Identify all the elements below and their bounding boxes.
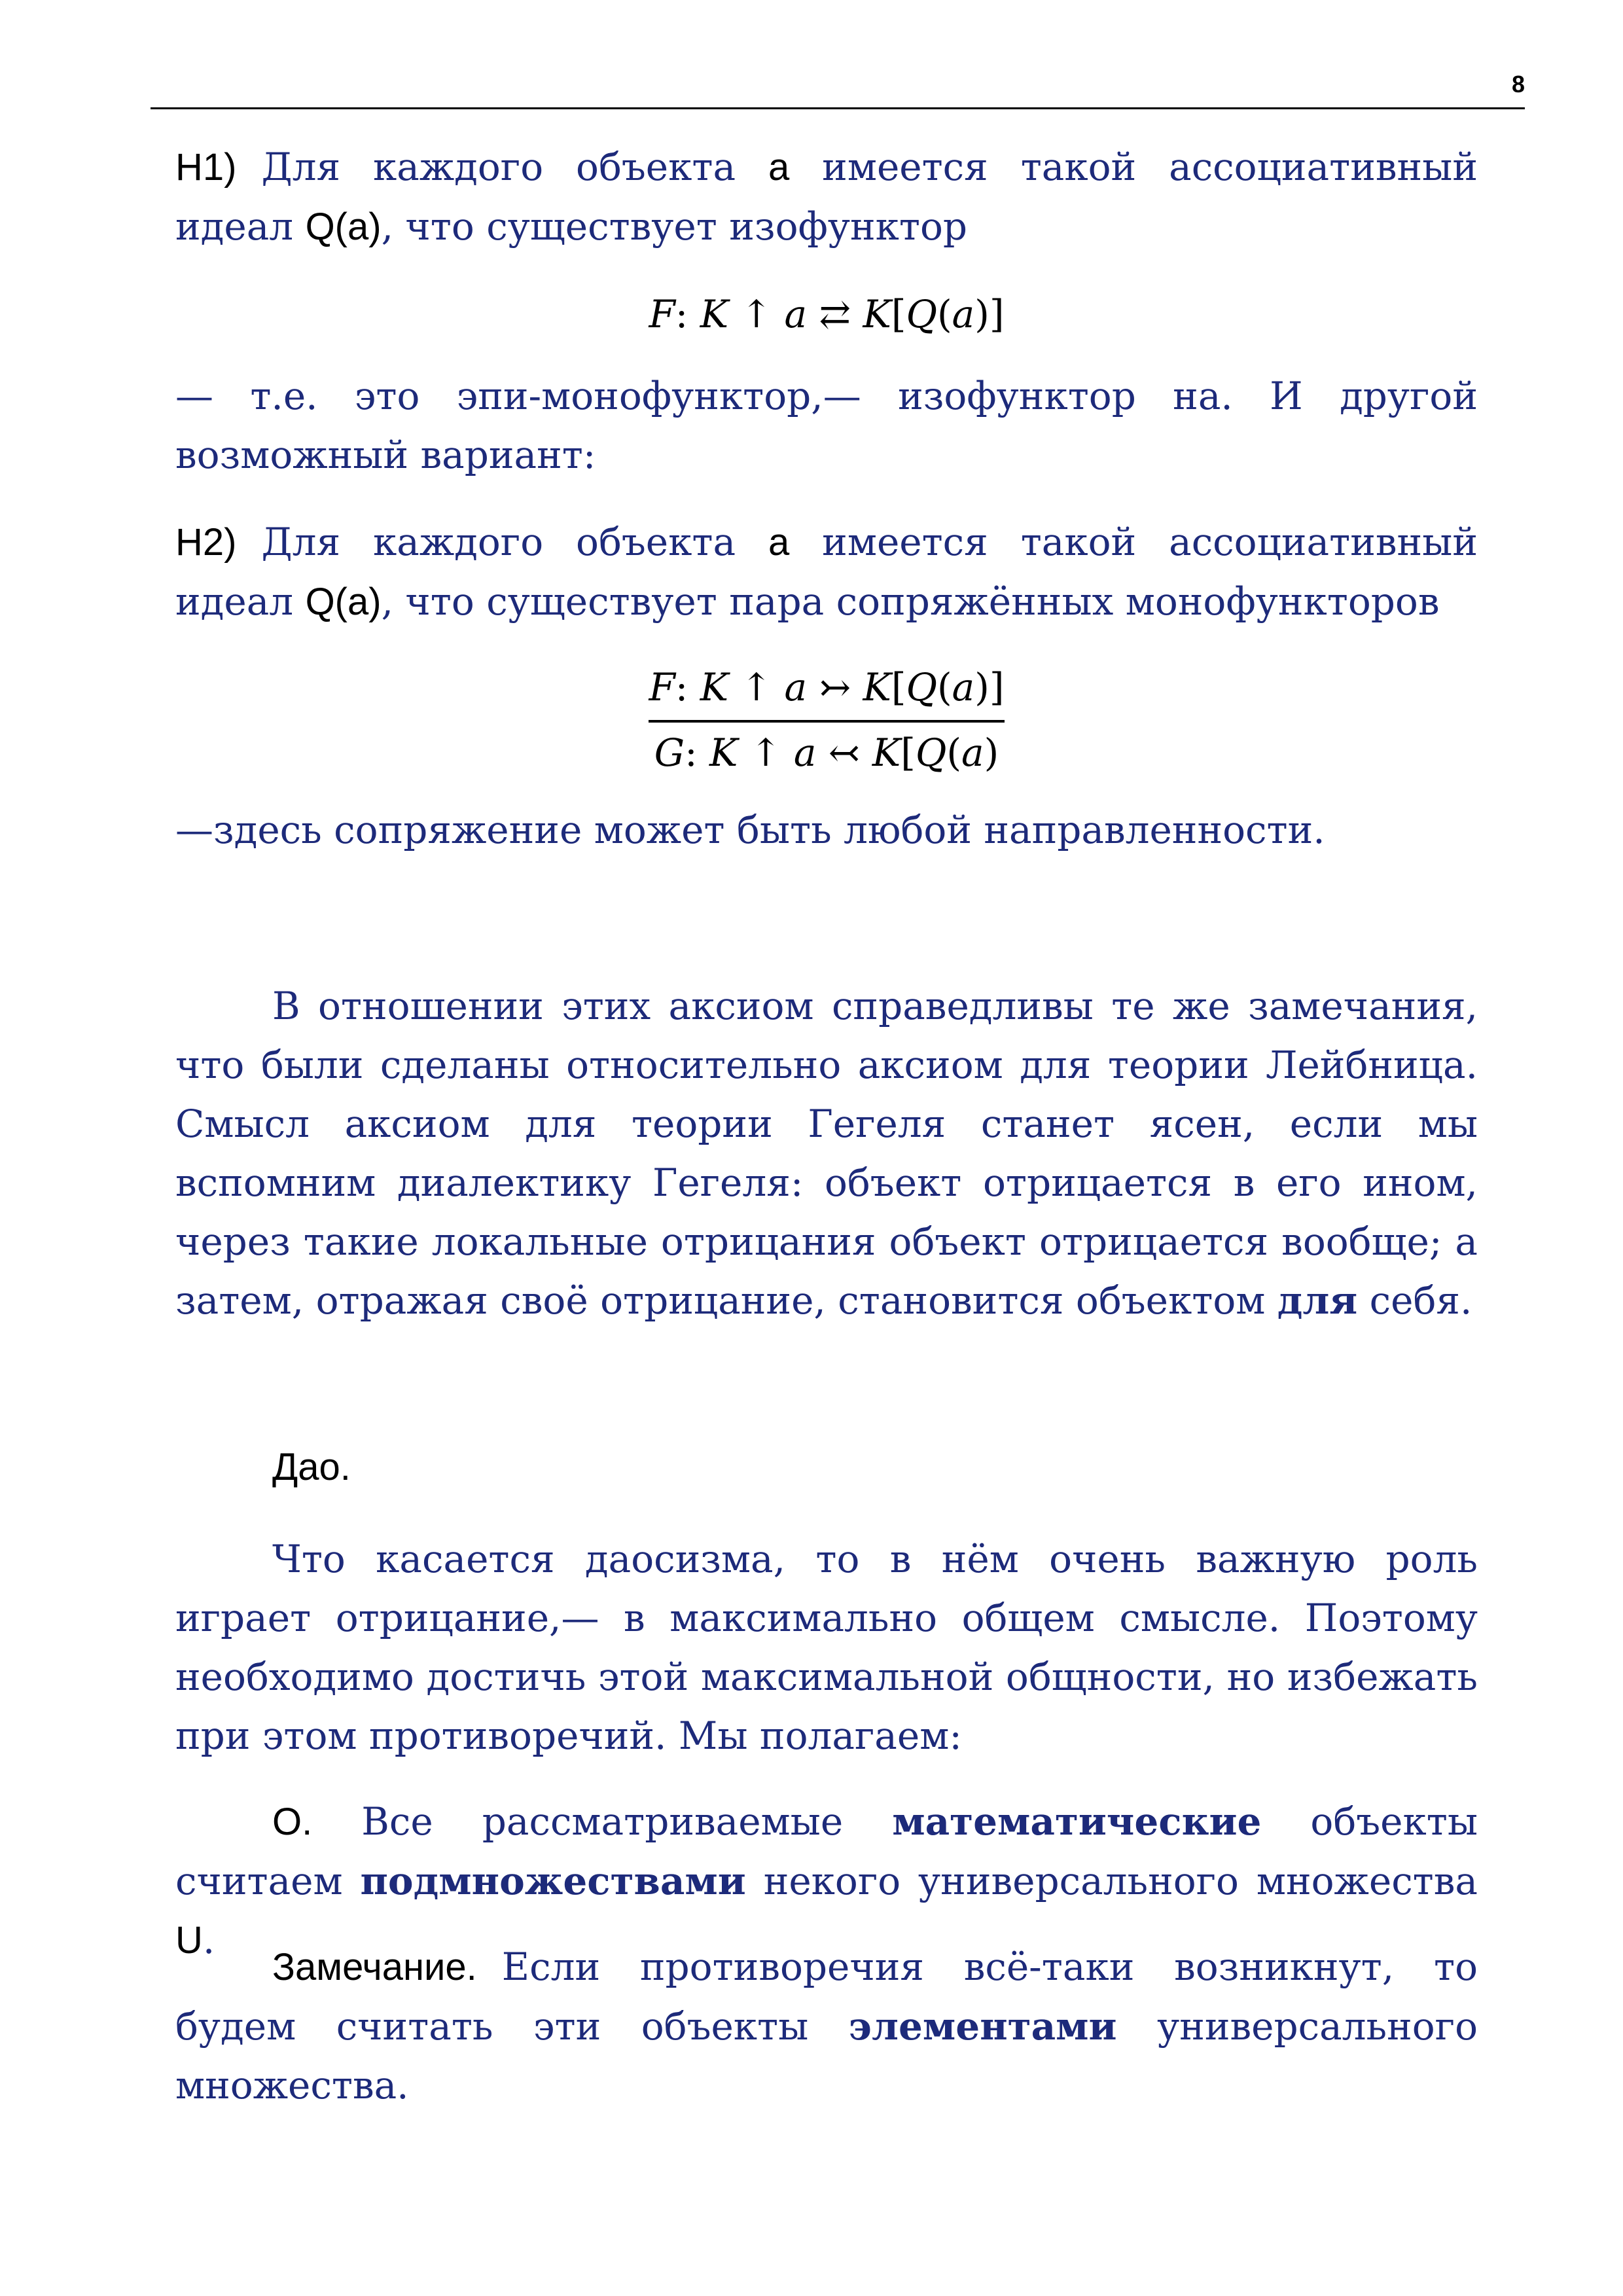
- axiom-o-text-1: Все рассматриваемые: [312, 1799, 893, 1844]
- axiom-h2-text-2: имеется такой ассоциативный идеал: [175, 520, 1478, 624]
- axiom-h2-ideal: Q(a): [305, 581, 382, 623]
- axiom-h2-text-3: , что существует пара сопряжённых монофункторов: [381, 579, 1440, 624]
- axiom-o-label: O.: [272, 1801, 313, 1843]
- dao-heading: [175, 1437, 1478, 1497]
- axiom-h1-text-1: Для каждого объекта: [261, 145, 768, 189]
- axiom-h1: [175, 137, 1478, 257]
- hegel-text: В отношении этих аксиом справедливы те же замечания, что были сделаны относительно аксиом для теории Лейбница. Смысл аксиом для теории Гегеля станет ясен, если мы вспомним диалектику Гегеля: объект отрицается в его ином, через такие локальные отрицания объект отрицается вообще; а затем, отражая своё отрицание, становится объектом: [175, 984, 1478, 1323]
- formula-top: 𝐹: 𝐾 ↑ 𝑎 ↣ 𝐾[𝑄(𝑎)]: [649, 665, 1005, 709]
- axiom-h1-text-3: , что существует изофунктор: [381, 204, 968, 249]
- remark-label: Замечание.: [272, 1946, 477, 1988]
- axiom-h2-text-1: Для каждого объекта: [261, 520, 768, 564]
- axiom-h2-label: H2): [175, 521, 237, 564]
- axiom-o-text-4: .: [202, 1918, 215, 1962]
- axiom-h1-text-2: имеется такой ассоциативный идеал: [175, 145, 1478, 249]
- remark-bold: элементами: [848, 2004, 1117, 2049]
- page-number: 8: [1511, 71, 1525, 98]
- axiom-h2-comment: —здесь сопряжение может быть любой направленности.: [175, 808, 1325, 852]
- axiom-h1-label: H1): [175, 146, 237, 188]
- remark-text-1: Если противоречия всё-таки возникнут, то будем считать эти объекты: [175, 1945, 1478, 2049]
- axiom-o-set-u: U: [175, 1919, 203, 1962]
- axiom-h2-object: a: [768, 521, 790, 564]
- axiom-h1-comment: — т.е. это эпи-монофунктор,— изофунктор на. И другой возможный вариант:: [175, 374, 1478, 477]
- formula-adjoint-pair: [175, 661, 1478, 779]
- axiom-h1-ideal: Q(a): [305, 206, 382, 248]
- axiom-h1-object: a: [768, 146, 790, 188]
- remark-text-2: универсального множества.: [175, 2004, 1478, 2108]
- axiom-o-bold-2: подмножествами: [360, 1859, 746, 1903]
- axiom-o-text-2: объекты считаем: [175, 1799, 1478, 1903]
- formula-bottom: 𝐺: 𝐾 ↑ 𝑎 ↢ 𝐾[𝑄(𝑎): [654, 730, 999, 775]
- hegel-end: себя.: [1357, 1278, 1472, 1323]
- dao-paragraph: Что касается даосизма, то в нём очень важную роль играет отрицание,— в максимально общем смысле. Поэтому необходимо достичь этой максимальной общности, но избежать при этом противоречий. Мы полагаем:: [175, 1537, 1478, 1758]
- axiom-o-text-3: некого универсального множества: [745, 1859, 1478, 1903]
- hegel-paragraph: [175, 977, 1478, 1330]
- axiom-o-bold-1: математические: [892, 1799, 1262, 1844]
- header-rule: [151, 107, 1525, 109]
- hegel-bold-word: для: [1277, 1278, 1358, 1323]
- remark: [175, 1937, 1478, 2115]
- formula-isofunctor: 𝐹: 𝐾 ↑ 𝑎 ⇄ 𝐾[𝑄(𝑎)]: [649, 292, 1005, 336]
- fraction-line: [649, 720, 1004, 723]
- axiom-h2: [175, 512, 1478, 632]
- dao-heading-text: Дао.: [272, 1446, 351, 1488]
- formula-fraction: [649, 661, 1004, 779]
